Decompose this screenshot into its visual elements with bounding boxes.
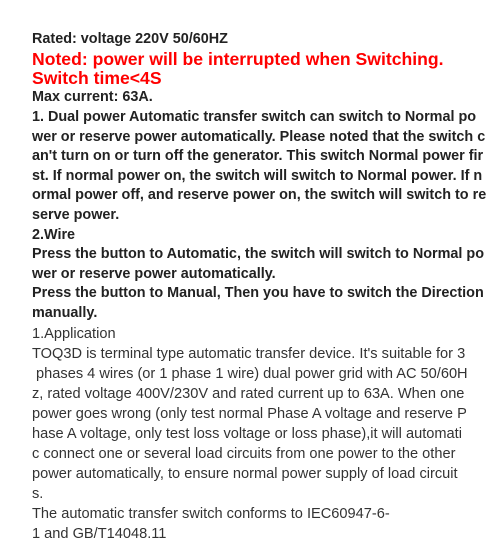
- text-line: ormal power off, and reserve power on, the switch will switch to re: [32, 187, 487, 204]
- text-line: TOQ3D is terminal type automatic transfer device. It's suitable for 3: [32, 345, 466, 362]
- product-description: [32, 30, 487, 544]
- application-heading: 1.Application: [32, 325, 116, 342]
- text-line: serve power.: [32, 206, 120, 223]
- text-line: c connect one or several load circuits from one power to the other: [32, 445, 456, 462]
- text-line: z, rated voltage 400V/230V and rated current up to 63A. When one: [32, 385, 465, 402]
- section-wire: [32, 245, 485, 323]
- rated-voltage-line: Rated: voltage 220V 50/60HZ: [32, 31, 228, 47]
- section-automatic-transfer: [32, 108, 487, 226]
- wire-heading: 2.Wire: [32, 226, 76, 243]
- section-application: [32, 344, 482, 544]
- text-line: 1. Dual power Automatic transfer switch can switch to Normal po: [32, 109, 477, 125]
- text-line: phases 4 wires (or 1 phase 1 wire) dual power grid with AC 50/60H: [32, 365, 468, 382]
- power-interruption-warning: Noted: power will be interrupted when Switching.: [32, 48, 444, 69]
- text-line: st. If normal power on, the switch will switch to Normal power. If n: [32, 167, 483, 184]
- text-line: Press the button to Automatic, the switch will switch to Normal po: [32, 246, 485, 263]
- text-line: manually.: [32, 304, 98, 321]
- text-line: hase A voltage, only test loss voltage or loss phase),it will automati: [32, 425, 462, 442]
- text-line: power goes wrong (only test normal Phase A voltage and reserve P: [32, 405, 467, 422]
- text-line: The automatic transfer switch conforms to IEC60947-6-: [32, 505, 390, 522]
- text-line: wer or reserve power automatically.: [32, 265, 276, 282]
- text-line: 1 and GB/T14048.11: [32, 525, 167, 542]
- text-line: s.: [32, 485, 44, 502]
- max-current-line: Max current: 63A.: [32, 89, 153, 106]
- text-line: an't turn on or turn off the generator. This switch Normal power fir: [32, 148, 484, 165]
- switch-time-warning: Switch time<4S: [32, 68, 162, 88]
- text-line: wer or reserve power automatically. Please noted that the switch c: [32, 128, 486, 145]
- text-line: Press the button to Manual, Then you have to switch the Direction: [32, 285, 484, 302]
- text-line: power automatically, to ensure normal power supply of load circuit: [32, 465, 458, 482]
